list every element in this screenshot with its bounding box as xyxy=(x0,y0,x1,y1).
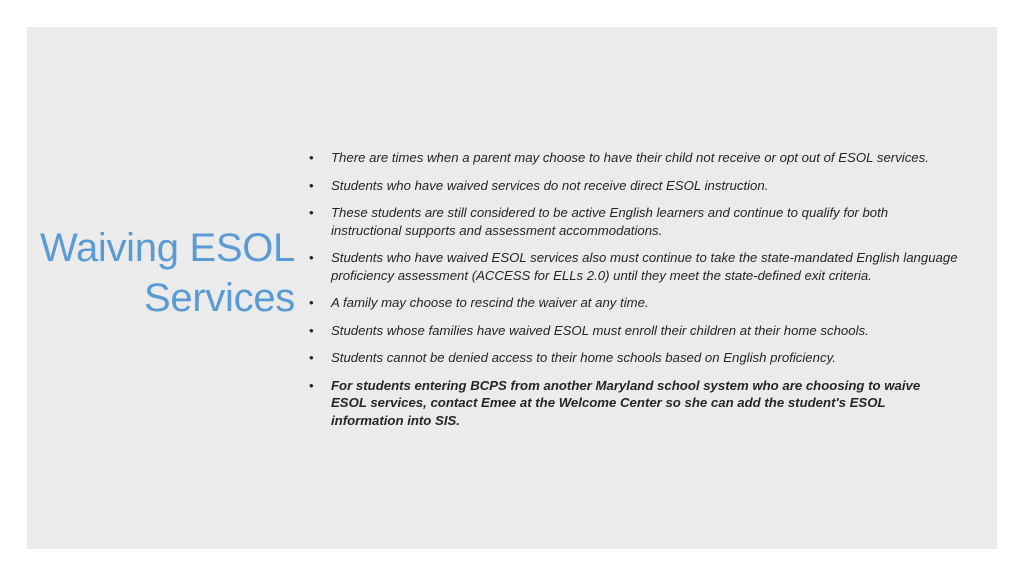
slide xyxy=(27,27,997,549)
bullet-text: Students whose families have waived ESOL must enroll their children at their home schools. xyxy=(331,322,869,338)
bullet-text: A family may choose to rescind the waiver at any time. xyxy=(331,295,649,310)
bullet-text: For students entering BCPS from another Maryland school system who are choosing to waive ESOL services, contact Emee at the Welcome Center so she can add the student's ESOL information into SIS. xyxy=(331,377,921,428)
bullet-text: Students who have waived ESOL services also must continue to take the state-mandated English language proficiency assessment (ACCESS for ELLs 2.0) until they meet the state-defined exit criteria. xyxy=(331,250,958,283)
bullet-text: There are times when a parent may choose to have their child not receive or opt out of ESOL services. xyxy=(331,150,929,165)
bullet-list xyxy=(309,149,959,439)
bullet-item xyxy=(309,249,959,284)
bullet-text: Students cannot be denied access to their home schools based on English proficiency. xyxy=(331,350,836,365)
bullet-text: Students who have waived services do not receive direct ESOL instruction. xyxy=(331,177,769,193)
bullet-item xyxy=(309,294,959,312)
bullet-dot: • xyxy=(309,377,314,393)
bullet-dot: • xyxy=(309,322,314,338)
bullet-item xyxy=(309,149,959,167)
bullet-dot: • xyxy=(309,350,314,365)
slide-title-line-1: Waiving ESOL xyxy=(39,226,295,270)
bullet-dot: • xyxy=(309,295,314,310)
slide-title-line-2: Services xyxy=(144,276,295,320)
bullet-item xyxy=(309,322,959,340)
bullet-dot: • xyxy=(309,205,314,220)
slide-title xyxy=(15,223,295,323)
bullet-item xyxy=(309,204,959,239)
bullet-item-emphasized xyxy=(309,377,959,430)
bullet-dot: • xyxy=(309,150,314,165)
bullet-text: These students are still considered to be active English learners and continue to qualify for both instructional supports and assessment accommodations. xyxy=(331,205,889,238)
bullet-dot: • xyxy=(309,177,314,193)
bullet-item xyxy=(309,349,959,367)
bullet-dot: • xyxy=(309,250,314,265)
bullet-item xyxy=(309,177,959,195)
